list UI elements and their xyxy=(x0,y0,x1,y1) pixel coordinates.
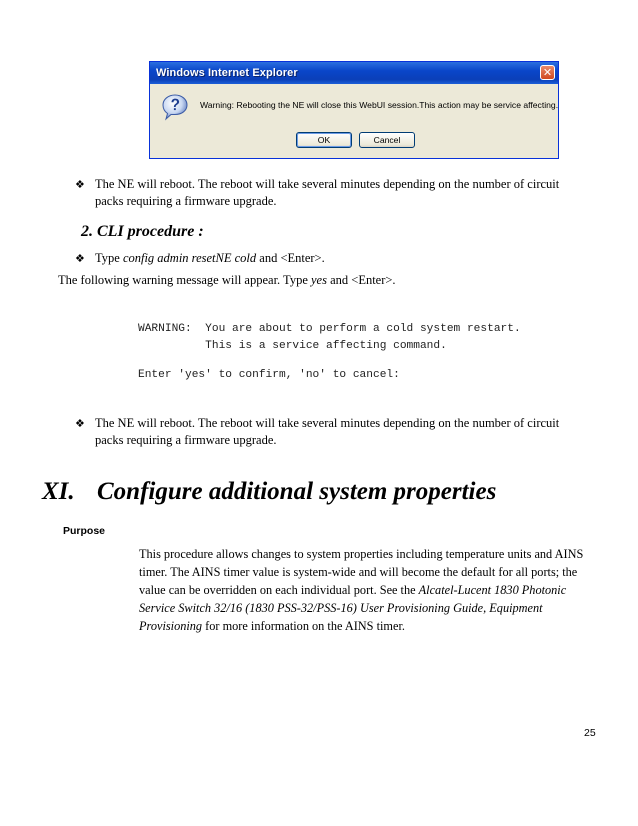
guide-reference: Provisioning xyxy=(139,619,203,633)
page-number: 25 xyxy=(584,727,596,739)
bullet-diamond-icon: ❖ xyxy=(75,417,85,430)
cli-procedure-heading: 2. CLI procedure : xyxy=(81,223,204,240)
reboot-note-line-1: The NE will reboot. The reboot will take several minutes depending on the number of circuit xyxy=(95,177,560,191)
section-number: XI. xyxy=(42,478,75,505)
ok-button[interactable]: OK xyxy=(296,132,352,148)
bullet-diamond-icon: ❖ xyxy=(75,178,85,191)
reboot-note-line-2: packs requiring a firmware upgrade. xyxy=(95,194,277,208)
question-icon xyxy=(161,93,189,121)
warning-intro: The following warning message will appear. Type yes and <Enter>. xyxy=(58,273,396,287)
reboot-note-line-2: packs requiring a firmware upgrade. xyxy=(95,433,277,447)
guide-reference: Service Switch 32/16 (1830 PSS-32/PSS-16) User Provisioning Guide, Equipment xyxy=(139,601,543,615)
dialog-message: Warning: Rebooting the NE will close this WebUI session.This action may be service affecting. xyxy=(200,100,559,110)
purpose-paragraph: This procedure allows changes to system properties including temperature units and AINS timer. The AINS timer value is system-wide and will become the default for all ports; the value can be overridden on each individual port. See the Alcatel-Lucent 1830 Photonic Service Switch 32/16 (1830 PSS-32/PSS-16) User Provisioning Guide, Equipment Provisioning for more information on the AINS timer. xyxy=(139,547,584,633)
cancel-button[interactable]: Cancel xyxy=(359,132,415,148)
close-icon[interactable]: ✕ xyxy=(540,65,555,80)
code-line-service: This is a service affecting command. xyxy=(138,340,447,352)
dialog-title: Windows Internet Explorer xyxy=(156,67,298,79)
reboot-note-line-1: The NE will reboot. The reboot will take several minutes depending on the number of circuit xyxy=(95,416,560,430)
dialog-titlebar xyxy=(150,62,558,84)
purpose-label: Purpose xyxy=(63,525,106,537)
cli-command: config admin resetNE cold xyxy=(122,251,257,265)
ie-warning-dialog xyxy=(149,61,559,159)
section-title: Configure additional system properties xyxy=(97,478,497,505)
code-line-confirm: Enter 'yes' to confirm, 'no' to cancel: xyxy=(138,369,400,381)
bullet-diamond-icon: ❖ xyxy=(75,252,85,265)
guide-reference: Alcatel-Lucent 1830 Photonic xyxy=(418,583,567,597)
code-line-warning: WARNING: You are about to perform a cold system restart. xyxy=(138,323,521,335)
